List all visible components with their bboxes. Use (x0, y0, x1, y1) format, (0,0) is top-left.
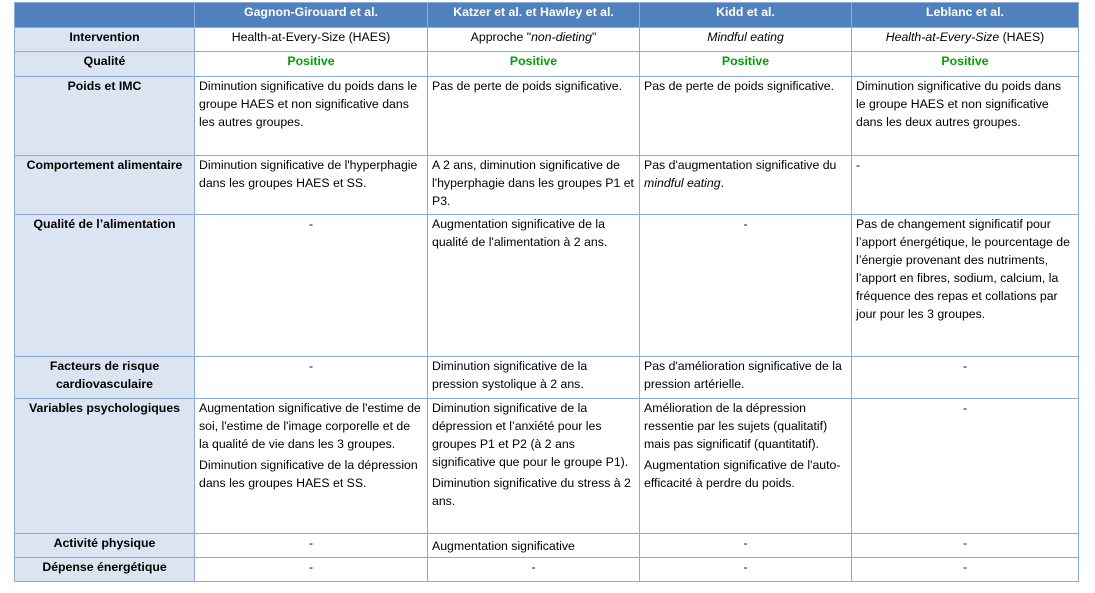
cell-comportement-kidd (640, 156, 852, 215)
cell-text: Pas d'augmentation significative du (644, 158, 837, 172)
row-label-poids: Poids et IMC (15, 77, 195, 156)
cell-alimentation-leblanc: Pas de changement significatif pour l’apport énergétique, le pourcentage de l’énergie provenant des nutriments, l’apport en fibres, sodium, calcium, la fréquence des repas et collations par jour pour les 3 groupes. (852, 215, 1079, 357)
cell-text-italic: Health-at-Every-Size (885, 30, 1000, 44)
comparison-table (14, 2, 1079, 582)
cell-activite-kidd: - (640, 534, 852, 558)
cell-poids-gagnon: Diminution significative du poids dans le groupe HAES et non significative dans les autres groupes. (195, 77, 428, 156)
cell-comportement-gagnon: Diminution significative de l'hyperphagie dans les groupes HAES et SS. (195, 156, 428, 215)
cell-activite-katzer: Augmentation significative (428, 534, 640, 558)
cell-psycho-katzer (428, 399, 640, 534)
header-row (15, 3, 1079, 28)
header-gagnon-girouard: Gagnon-Girouard et al. (195, 3, 428, 28)
cell-paragraph: Diminution significative du stress à 2 ans. (432, 476, 631, 508)
cell-psycho-gagnon (195, 399, 428, 534)
header-kidd: Kidd et al. (640, 3, 852, 28)
cell-depense-leblanc: - (852, 558, 1079, 582)
cell-psycho-leblanc: - (852, 399, 1079, 534)
cell-text-italic: Mindful eating (707, 30, 784, 44)
row-label-intervention: Intervention (15, 28, 195, 52)
row-label-activite: Activité physique (15, 534, 195, 558)
row-label-qualite: Qualité (15, 52, 195, 77)
cell-paragraph: Diminution significative de la dépression et l’anxiété pour les groupes P1 et P2 (à 2 ans significative que pour le groupe P1). (432, 401, 629, 469)
cell-alimentation-katzer: Augmentation significative de la qualité de l'alimentation à 2 ans. (428, 215, 640, 357)
cell-paragraph: Diminution significative de la dépression dans les groupes HAES et SS. (199, 458, 418, 490)
cell-psycho-kidd (640, 399, 852, 534)
cell-activite-leblanc: - (852, 534, 1079, 558)
row-cardio (15, 357, 1079, 399)
cell-depense-kidd: - (640, 558, 852, 582)
cell-cardio-kidd: Pas d'amélioration significative de la pression artérielle. (640, 357, 852, 399)
cell-text-italic: mindful eating (644, 176, 721, 190)
cell-cardio-katzer: Diminution significative de la pression systolique à 2 ans. (428, 357, 640, 399)
cell-text: (HAES) (999, 30, 1045, 44)
cell-poids-katzer: Pas de perte de poids significative. (428, 77, 640, 156)
cell-intervention-kidd (640, 28, 852, 52)
row-label-cardio: Facteurs de risque cardiovasculaire (15, 357, 195, 399)
cell-qualite-gagnon: Positive (195, 52, 428, 77)
cell-paragraph: Augmentation significative de l'auto-efficacité à perdre du poids. (644, 458, 841, 490)
row-alimentation (15, 215, 1079, 357)
cell-depense-gagnon: - (195, 558, 428, 582)
cell-intervention-gagnon: Health-at-Every-Size (HAES) (195, 28, 428, 52)
cell-depense-katzer: - (428, 558, 640, 582)
row-comportement (15, 156, 1079, 215)
cell-paragraph: Augmentation significative de l'estime de soi, l'estime de l'image corporelle et de la qualité de vie dans les 3 groupes. (199, 401, 421, 451)
cell-poids-kidd: Pas de perte de poids significative. (640, 77, 852, 156)
cell-text: . (720, 176, 724, 190)
row-poids (15, 77, 1079, 156)
cell-activite-gagnon: - (195, 534, 428, 558)
cell-alimentation-gagnon: - (195, 215, 428, 357)
cell-intervention-leblanc (852, 28, 1079, 52)
row-qualite (15, 52, 1079, 77)
cell-comportement-katzer: A 2 ans, diminution significative de l'hyperphagie dans les groupes P1 et P3. (428, 156, 640, 215)
cell-text: Approche " (470, 30, 532, 44)
cell-paragraph: Amélioration de la dépression ressentie par les sujets (qualitatif) mais pas significatif (quantitatif). (644, 401, 828, 451)
cell-qualite-kidd: Positive (640, 52, 852, 77)
header-katzer-hawley: Katzer et al. et Hawley et al. (428, 3, 640, 28)
cell-alimentation-kidd: - (640, 215, 852, 357)
cell-poids-leblanc: Diminution significative du poids dans le groupe HAES et non significative dans les deux autres groupes. (852, 77, 1079, 156)
row-label-depense: Dépense énergétique (15, 558, 195, 582)
row-label-alimentation: Qualité de l’alimentation (15, 215, 195, 357)
cell-text-italic: non-dieting (531, 30, 592, 44)
cell-cardio-gagnon: - (195, 357, 428, 399)
row-label-comportement: Comportement alimentaire (15, 156, 195, 215)
header-leblanc: Leblanc et al. (852, 3, 1079, 28)
cell-cardio-leblanc: - (852, 357, 1079, 399)
cell-comportement-leblanc: - (852, 156, 1079, 215)
cell-qualite-katzer: Positive (428, 52, 640, 77)
cell-text: " (591, 30, 597, 44)
row-psycho (15, 399, 1079, 534)
cell-intervention-katzer (428, 28, 640, 52)
cell-qualite-leblanc: Positive (852, 52, 1079, 77)
row-depense (15, 558, 1079, 582)
row-label-psycho: Variables psychologiques (15, 399, 195, 534)
row-activite (15, 534, 1079, 558)
row-intervention (15, 28, 1079, 52)
header-corner (15, 3, 195, 28)
